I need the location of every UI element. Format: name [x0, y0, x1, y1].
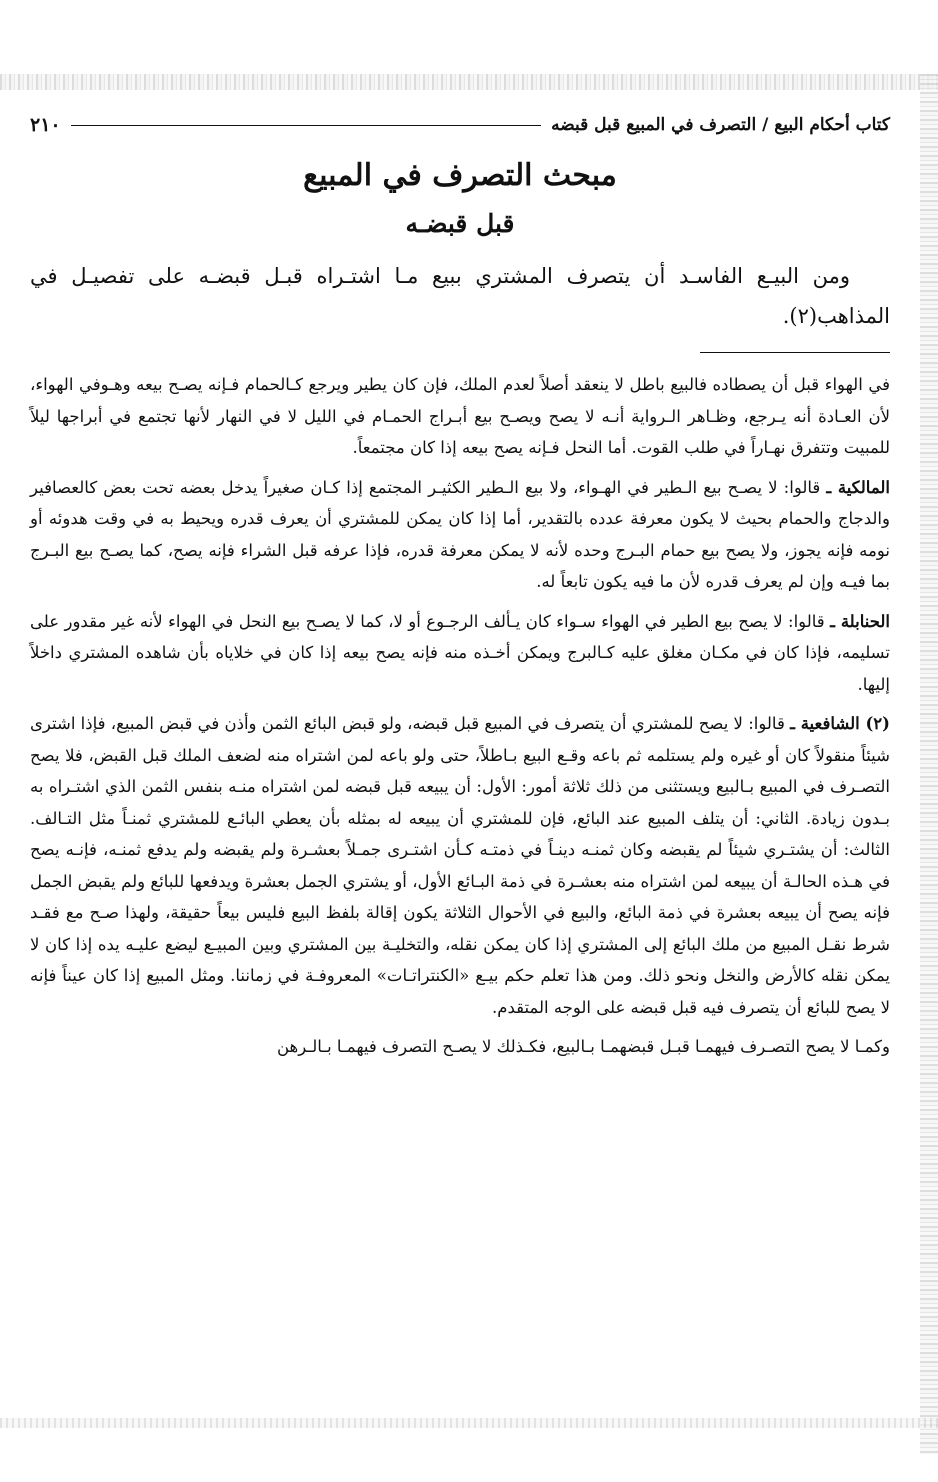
footnote-closing: وكمـا لا يصح التصـرف فيهمـا قبـل قبضهمـا بـالبيع، فكـذلك لا يصـح التصرف فيهمـا بـالـرهن: [277, 1037, 890, 1056]
running-head: [30, 110, 890, 140]
scan-edge-bottom: [0, 1418, 938, 1428]
page-number: ٢١٠: [30, 114, 61, 136]
footnote-shafii: [30, 708, 890, 1023]
footnote-maliki: [30, 472, 890, 598]
chapter-subtitle: قبل قبضـه: [405, 209, 515, 238]
main-paragraph: ومن البيـع الفاسـد أن يتصرف المشتري ببيع مـا اشتـراه قبـل قبضـه على تفصيـل في المذاهب(٢).: [30, 264, 890, 328]
footnote-continuation: في الهواء قبل أن يصطاده فالبيع باطل لا ينعقد أصلاً لعدم الملك، فإن كان يطير ويرجع كـالحمام فـإنه يصـح بيعه وهـوفي الهواء، لأن العـادة أنه يـرجع، وظـاهر الـرواية أنـه لا يصح ويصـح بيع أبـراج الحمـام في الليل لا في النهار لأنها تجتمع في أبراجها ليلاً للمبيت وتتفرق نهـاراً في طلب القوت. أما النحل فـإنه يصح بيعه إذا كان مجتمعاً.: [30, 375, 890, 457]
footnote-hanbali: [30, 606, 890, 701]
scan-edge-top: [0, 74, 938, 90]
book-page: [30, 110, 890, 1410]
footnote-separator: [700, 352, 890, 353]
running-head-rule: [71, 125, 542, 126]
footnote-maliki-lead: المالكية ـ: [826, 477, 890, 497]
footnote-shafii-lead: (٢) الشافعية ـ: [790, 714, 890, 733]
chapter-title: مبحث التصرف في المبيع: [303, 158, 617, 193]
scan-edge-right: [920, 74, 938, 1454]
footnote-hanbali-text: قالوا: لا يصح بيع الطير في الهواء سـواء كان يـألف الرجـوع أو لا، كما لا يصـح بيع النحل في الهواء لأنه غير مقدور على تسليمه، فإذا كان في مكـان مغلق عليه كـالبرج ويمكن أخـذه منه فإنه يصح بيعه إذا كان في خلاياه بأن شاهده المشتري داخلاً إليها.: [30, 611, 890, 694]
footnote-maliki-text: قالوا: لا يصـح بيع الـطير في الهـواء، ولا بيع الـطير الكثيـر المجتمع إذا كـان صغيراً يدخل بعضه تحت بعض كالعصافير والدجاج والحمام بحيث لا يكون معرفة عدده بالتقدير، أما إذا كان يمكن للمشتري أن يعرف قدره ويحيط به في وقت هدوئه أو نومه فإنه يجوز، ولا يصح بيع حمام البـرج وحده لأنه لا يمكن معرفة قدره، فإذا عرفه قبل الشراء فإنه يصح، كما يصـح بيع البـرج بما فيـه وإن لم يعرف قدره لأن ما فيه يكون تابعاً له.: [30, 477, 890, 591]
running-title: كتاب أحكام البيع / التصرف في المبيع قبل قبضه: [551, 115, 890, 135]
footnote-shafii-text: قالوا: لا يصح للمشتري أن يتصرف في المبيع قبل قبضه، ولو قبض البائع الثمن وأذن في قبض المبيع، فإذا اشترى شيئاً منقولاً كان أو غيره ولم يستلمه ثم باعه وقـع البيع بـاطلاً، حتى ولو باعه لمن اشتراه منه لضعف الملك قبل القبض، فلا يصح التصـرف في المبيع بـالبيع ويستثنى من ذلك ثلاثة أمور: الأول: أن يبيعه قبل قبضه لمن اشتراه منـه بنفس الثمن الذي اشتـراه به بـدون زيادة. الثاني: أن يتلف المبيع عند البائع، فإن للمشتري أن يبيعه له بمثله بأن يعطي البائـع للمشتري ثمنـاً مثل التـالف. الثالث: أن يشتـري شيئاً لم يقبضه وكان ثمنـه دينـاً في ذمتـه كـأن اشتـرى جمـلاً بعشـرة ولم يقبضه ولم يدفع ثمنـه، فإنـه يصح في هـذه الحالـة أن يبيعه لمن اشتراه منه بعشـرة في ذمة البـائع الأول، أو يشتري الجمل بعشرة ويدفعها للبائع ولم يقبض الجمل فإنه يصح أن يبيعه بعشرة في ذمة البائع، والبيع في الأحوال الثلاثة يكون إقالة بلفظ البيع فليس بيعاً حقيقة، ولهذا صـح مع فقـد شرط نقـل المبيع من ملك البائع إلى المشتري إذا كان يمكن نقله، والتخليـة بين المشتري وبين المبيـع ليضع عليـه يده إذا كان لا يمكن نقله كالأرض والنخل ونحو ذلك. ومن هذا تعلم حكم بيـع «الكنتراتـات» المعروفـة في زماننا. ومثل المبيع إذا كان عيناً فإنه لا يصح للبائع أن يتصرف فيه قبل قبضه على الوجه المتقدم.: [30, 714, 890, 1017]
footnote-hanbali-lead: الحنابلة ـ: [830, 611, 891, 631]
